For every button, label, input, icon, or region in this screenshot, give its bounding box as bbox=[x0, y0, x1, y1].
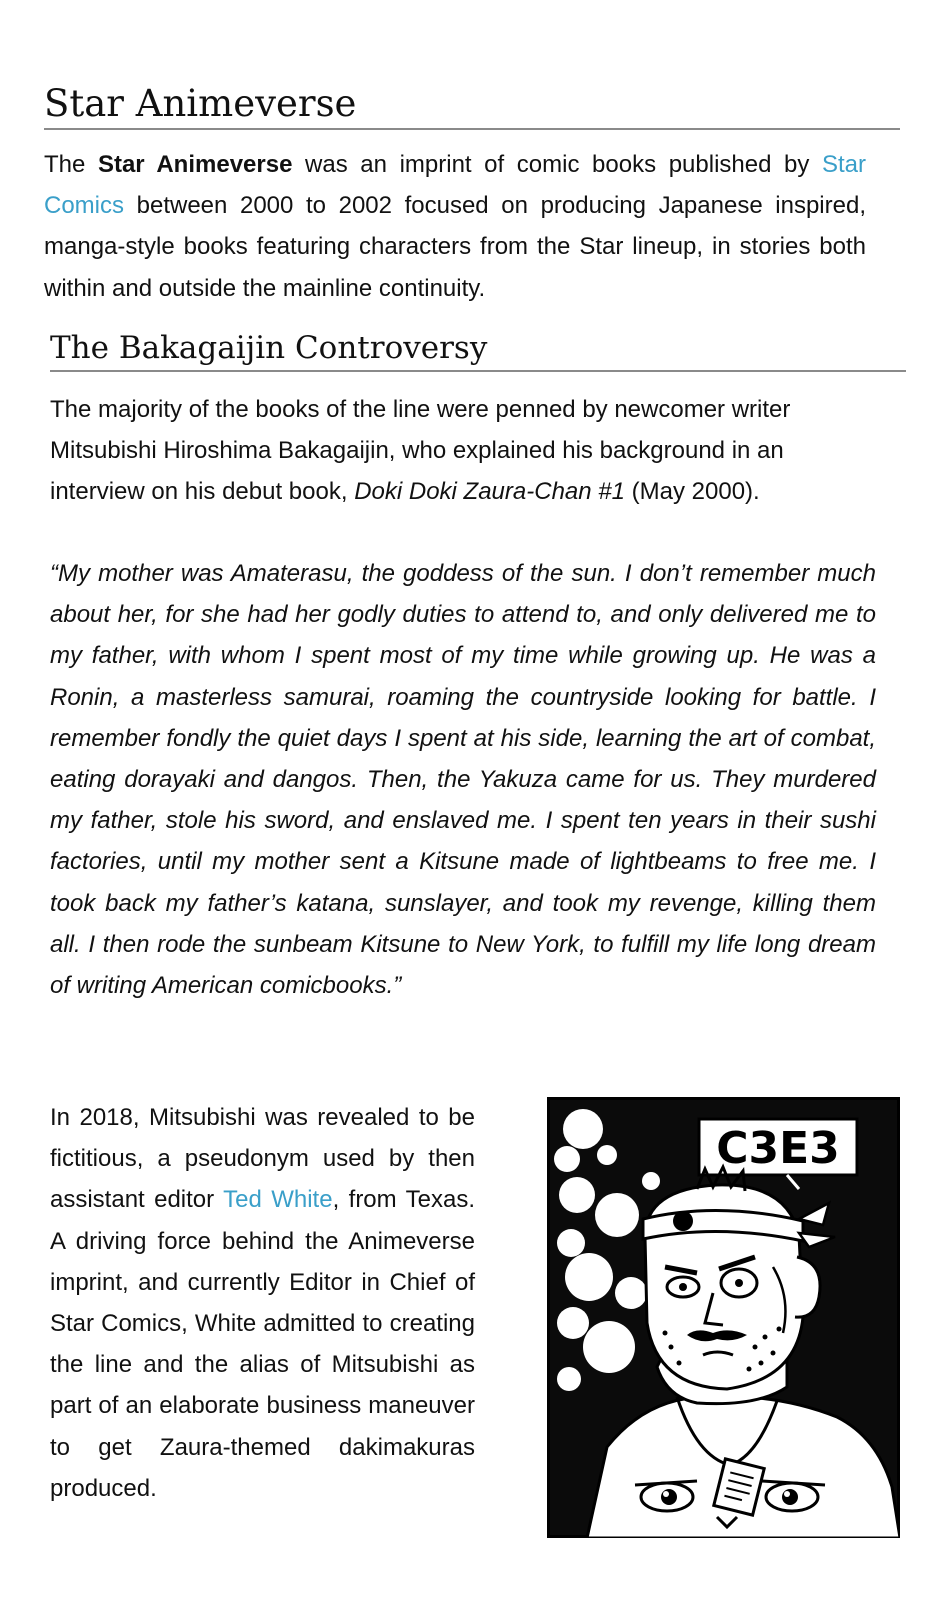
reveal-text-2: , from Texas. A driving force behind the Animeverse imprint, and currently Editor in Chief of Star Comics, White admitted to creating the line and the alias of Mitsubishi as part of an elaborate business maneuver to get Zaura-themed dakimakuras produced. bbox=[50, 1186, 475, 1502]
ted-white-link[interactable]: Ted White bbox=[223, 1186, 333, 1214]
intro-text-1: The bbox=[44, 151, 98, 178]
background-paragraph bbox=[50, 389, 880, 513]
comic-illustration bbox=[547, 1097, 900, 1538]
intro-bold-term: Star Animeverse bbox=[97, 151, 293, 178]
intro-text-3: between 2000 to 2002 focused on producing Japanese inspired, manga-style books featuring characters from the Star lineup, in stories both within and outside the mainline continuity. bbox=[44, 192, 866, 302]
background-text-1: The majority of the books of the line were penned by newcomer writer Mitsubishi Hiroshima Bakagaijin, who explained his background in an interview on his debut book, bbox=[50, 396, 791, 506]
intro-text-2: was an imprint of comic books published by bbox=[292, 151, 822, 178]
star-comics-link[interactable]: Star Comics bbox=[44, 151, 866, 220]
page-title: Star Animeverse bbox=[44, 80, 900, 130]
background-text-2: (May 2000). bbox=[624, 478, 760, 506]
reveal-text-1: In 2018, Mitsubishi was revealed to be fictitious, a pseudonym used by then assistant editor bbox=[50, 1104, 475, 1214]
intro-paragraph bbox=[44, 144, 866, 309]
interview-quote: “My mother was Amaterasu, the goddess of the sun. I don’t remember much about her, for she had her godly duties to attend to, and only delivered me to my father, with whom I spent most of my time while growing up. He was a Ronin, a masterless samurai, roaming the countryside looking for battle. I remember fondly the quiet days I spent at his side, learning the art of combat, eating dorayaki and dangos. Then, the Yakuza came for us. They murdered my father, stole his sword, and enslaved me. I spent ten years in their sushi factories, until my mother sent a Kitsune made of lightbeams to free me. I took back my father’s katana, sunslayer, and took my revenge, killing them all. I then rode the sunbeam Kitsune to New York, to fulfill my life long dream of writing American comicbooks.” bbox=[50, 560, 876, 1000]
reveal-paragraph bbox=[50, 1097, 475, 1509]
section-heading: The Bakagaijin Controversy bbox=[50, 326, 906, 372]
book-title: Doki Doki Zaura-Chan #1 bbox=[354, 478, 625, 506]
sign-text: C3E3 bbox=[716, 1123, 840, 1174]
